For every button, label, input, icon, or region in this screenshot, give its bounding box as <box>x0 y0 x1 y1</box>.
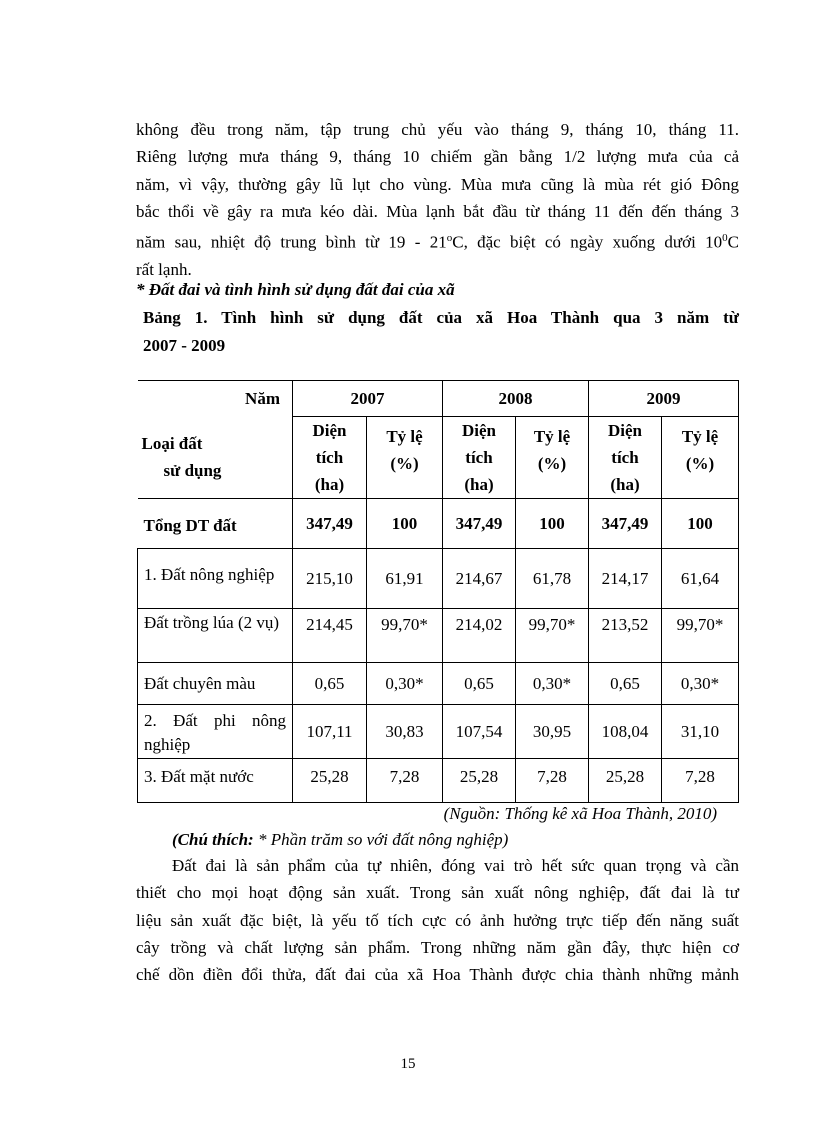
table-cell: 99,70* <box>367 609 443 663</box>
table-cell: 100 <box>367 499 443 549</box>
table-cell: 214,67 <box>443 549 516 609</box>
table-cell: 100 <box>516 499 589 549</box>
year-header: 2009 <box>589 381 739 417</box>
table-cell: 214,45 <box>293 609 367 663</box>
area-header: Diện tích (ha) <box>443 417 516 499</box>
table-cell: 61,64 <box>662 549 739 609</box>
table-cell: 0,30* <box>367 663 443 705</box>
row-label: Đất chuyên màu <box>138 663 293 705</box>
table-cell: 214,02 <box>443 609 516 663</box>
table-header-row <box>138 381 739 417</box>
caption-line: Bảng 1. Tình hình sử dụng đất của xã Hoa Thành qua 3 năm từ <box>143 308 739 327</box>
year-header: 2007 <box>293 381 443 417</box>
table-cell: 7,28 <box>662 759 739 803</box>
text-line: Riêng lượng mưa tháng 9, tháng 10 chiếm gần bằng 1/2 lượng mưa của cả <box>136 147 739 167</box>
table-cell: 25,28 <box>443 759 516 803</box>
row-label: Đất trồng lúa (2 vụ) <box>138 609 293 663</box>
text-line: năm, vì vậy, thường gây lũ lụt cho vùng. Mùa mưa cũng là mùa rét gió Đông <box>136 174 739 194</box>
table-row <box>138 549 739 609</box>
table-cell: 61,91 <box>367 549 443 609</box>
table-caption <box>143 304 739 360</box>
table-cell: 99,70* <box>662 609 739 663</box>
land-use-table <box>137 380 739 803</box>
table-cell: 7,28 <box>367 759 443 803</box>
table-cell: 347,49 <box>443 499 516 549</box>
table-cell: 31,10 <box>662 705 739 759</box>
table-cell: 30,95 <box>516 705 589 759</box>
table-cell: 107,54 <box>443 705 516 759</box>
table-cell: 213,52 <box>589 609 662 663</box>
note-label: (Chú thích: <box>172 830 254 849</box>
area-header: Diện tích (ha) <box>293 417 367 499</box>
table-cell: 214,17 <box>589 549 662 609</box>
ratio-header: Tỷ lệ (%) <box>367 417 443 499</box>
text-line: bắc thổi về gây ra mưa kéo dài. Mùa lạnh bắt đầu từ tháng 11 đến đến tháng 3 <box>136 201 739 221</box>
row-label: 3. Đất mặt nước <box>138 759 293 803</box>
table-cell: 0,65 <box>443 663 516 705</box>
section-heading: * Đất đai và tình hình sử dụng đất đai của xã <box>136 280 455 299</box>
text-line-temperature: năm sau, nhiệt độ trung bình từ 19 - 21$^o$C, đặc biệt có ngày xuống dưới $10^0C$ <box>136 232 739 252</box>
paragraph-land <box>136 852 739 988</box>
row-label: Tổng DT đất <box>138 499 293 549</box>
year-header: 2008 <box>443 381 589 417</box>
table-row <box>138 663 739 705</box>
table-row <box>138 499 739 549</box>
table-cell: 0,65 <box>293 663 367 705</box>
caption-line: 2007 - 2009 <box>143 336 226 355</box>
ratio-header: Tỷ lệ (%) <box>662 417 739 499</box>
text-line: Đất đai là sản phẩm của tự nhiên, đóng vai trò hết sức quan trọng và cần <box>172 856 739 875</box>
table-cell: 7,28 <box>516 759 589 803</box>
page-number: 15 <box>400 1056 416 1072</box>
table-cell: 0,30* <box>662 663 739 705</box>
text-line: không đều trong năm, tập trung chủ yếu vào tháng 9, tháng 10, tháng 11. <box>136 120 739 139</box>
table-cell: 25,28 <box>589 759 662 803</box>
table-cell: 100 <box>662 499 739 549</box>
table-source: (Nguồn: Thống kê xã Hoa Thành, 2010) <box>443 804 717 823</box>
table-cell: 107,11 <box>293 705 367 759</box>
table-row <box>138 759 739 803</box>
table-row <box>138 705 739 759</box>
table-note <box>172 826 508 853</box>
table-subheader-row <box>138 417 739 499</box>
ratio-header: Tỷ lệ (%) <box>516 417 589 499</box>
table-cell: 215,10 <box>293 549 367 609</box>
text-line: liệu sản xuất đặc biệt, là yếu tố tích cực có ảnh hưởng trực tiếp đến năng suất <box>136 910 739 930</box>
table-cell: 0,65 <box>589 663 662 705</box>
year-label: Năm <box>138 381 293 417</box>
paragraph-climate <box>136 116 739 283</box>
table-row <box>138 609 739 663</box>
text-line: cây trồng và chất lượng sản phẩm. Trong những năm gần đây, thực hiện cơ <box>136 937 739 957</box>
row-label: 2. Đất phi nông nghiệp <box>138 705 293 759</box>
table-cell: 25,28 <box>293 759 367 803</box>
table-cell: 0,30* <box>516 663 589 705</box>
table-cell: 347,49 <box>589 499 662 549</box>
table-cell: 30,83 <box>367 705 443 759</box>
land-type-label: Loại đất sử dụng <box>138 417 293 499</box>
table-cell: 99,70* <box>516 609 589 663</box>
text-line: rất lạnh. <box>136 260 192 280</box>
text-line: chế dồn điền đổi thửa, đất đai của xã Hoa Thành được chia thành những mảnh <box>136 965 739 985</box>
note-text: * Phần trăm so với đất nông nghiệp) <box>253 830 509 849</box>
area-header: Diện tích (ha) <box>589 417 662 499</box>
table-cell: 108,04 <box>589 705 662 759</box>
table-cell: 61,78 <box>516 549 589 609</box>
text-line: thiết cho mọi hoạt động sản xuất. Trong sản xuất nông nghiệp, đất đai là tư <box>136 883 739 903</box>
table-cell: 347,49 <box>293 499 367 549</box>
row-label: 1. Đất nông nghiệp <box>138 549 293 609</box>
